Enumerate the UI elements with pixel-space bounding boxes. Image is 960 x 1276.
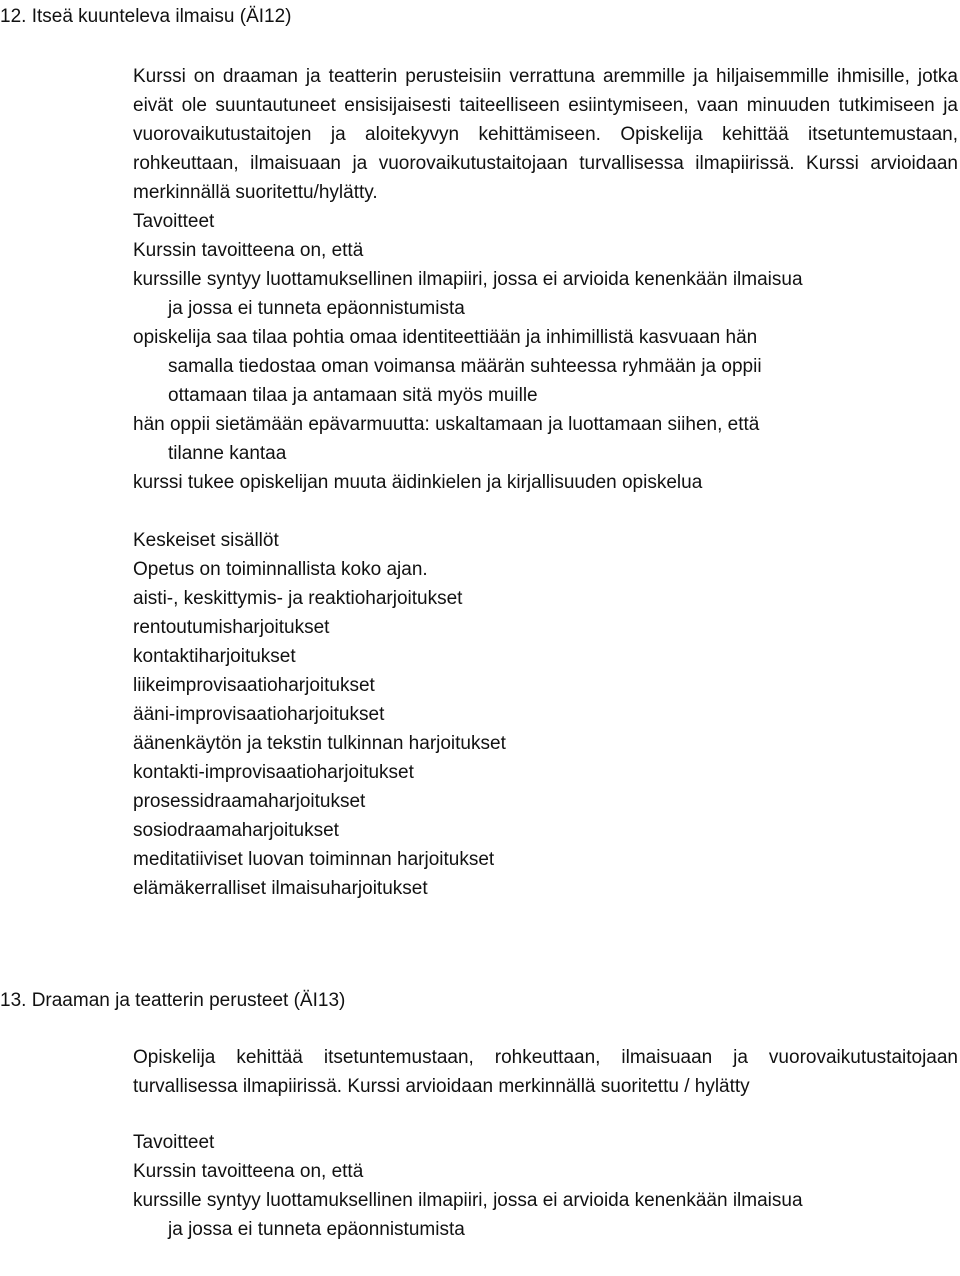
section-13-body — [133, 1043, 958, 1244]
content-item: rentoutumisharjoitukset — [133, 617, 330, 638]
goal-item-line: ja jossa ei tunneta epäonnistumista — [168, 298, 465, 319]
content-item: sosiodraamaharjoitukset — [133, 820, 339, 841]
content-item: liikeimprovisaatioharjoitukset — [133, 675, 375, 696]
section-12-heading: 12. Itseä kuunteleva ilmaisu (ÄI12) — [0, 6, 292, 27]
section-12-goals-list — [133, 265, 958, 497]
content-item: kontaktiharjoitukset — [133, 646, 296, 667]
section-12-content-list — [133, 584, 958, 903]
section-12-goals-lead: Kurssin tavoitteena on, että — [133, 240, 364, 261]
section-13-goals-title: Tavoitteet — [133, 1132, 215, 1153]
section-12-intro: Kurssi on draaman ja teatterin perusteisiin verrattuna aremmille ja hiljaisemmille ihmisille, jotka eivät ole suuntautuneet ensisijaisesti taiteelliseen esiintymiseen, vaan minuuden tutkimiseen ja vuorovaikutustaitojen ja aloitekyvyn kehittämiseen. Opiskelija kehittää itsetuntemustaan, rohkeuttaan, ilmaisuaan ja vuorovaikutustaitojaan turvallisessa ilmapiirissä. Kurssi arvioidaan merkinnällä suoritettu/hylätty. — [133, 66, 958, 203]
goal-item-line: ottamaan tilaa ja antamaan sitä myös muille — [168, 385, 538, 406]
content-item: äänenkäytön ja tekstin tulkinnan harjoitukset — [133, 733, 506, 754]
goal-item — [133, 1186, 958, 1244]
goal-item-line: kurssille syntyy luottamuksellinen ilmapiiri, jossa ei arvioida kenenkään ilmaisua — [133, 1190, 803, 1211]
goal-item-line: hän oppii sietämään epävarmuutta: uskaltamaan ja luottamaan siihen, että — [133, 414, 760, 435]
goal-item-line: opiskelija saa tilaa pohtia omaa identiteettiään ja inhimillistä kasvuaan hän — [133, 327, 758, 348]
content-item: aisti-, keskittymis- ja reaktioharjoitukset — [133, 588, 463, 609]
goal-item — [133, 410, 958, 468]
goal-item-line: samalla tiedostaa oman voimansa määrän suhteessa ryhmään ja oppii — [168, 356, 762, 377]
goal-item-line: kurssille syntyy luottamuksellinen ilmapiiri, jossa ei arvioida kenenkään ilmaisua — [133, 269, 803, 290]
goal-item — [133, 468, 958, 497]
section-12-content-lead: Opetus on toiminnallista koko ajan. — [133, 559, 428, 580]
content-item: elämäkerralliset ilmaisuharjoitukset — [133, 878, 428, 899]
content-item: meditatiiviset luovan toiminnan harjoitukset — [133, 849, 495, 870]
goal-item-line: tilanne kantaa — [168, 443, 287, 464]
section-13-goals-lead: Kurssin tavoitteena on, että — [133, 1161, 364, 1182]
spacer — [133, 497, 958, 526]
section-12-goals-title: Tavoitteet — [133, 211, 215, 232]
content-item: ääni-improvisaatioharjoitukset — [133, 704, 385, 725]
section-12-body — [133, 62, 958, 903]
goal-item-line: kurssi tukee opiskelijan muuta äidinkielen ja kirjallisuuden opiskelua — [133, 472, 703, 493]
section-13-heading: 13. Draaman ja teatterin perusteet (ÄI13) — [0, 990, 346, 1011]
section-13-intro: Opiskelija kehittää itsetuntemustaan, rohkeuttaan, ilmaisuaan ja vuorovaikutustaitojaan turvallisessa ilmapiirissä. Kurssi arvioidaan merkinnällä suoritettu / hylätty — [133, 1047, 958, 1097]
content-item: kontakti-improvisaatioharjoitukset — [133, 762, 414, 783]
goal-item-line: ja jossa ei tunneta epäonnistumista — [168, 1219, 465, 1240]
content-item: prosessidraamaharjoitukset — [133, 791, 366, 812]
goal-item — [133, 323, 958, 410]
section-13-goals-list — [133, 1186, 958, 1244]
section-12-content-title: Keskeiset sisällöt — [133, 530, 279, 551]
spacer — [133, 1101, 958, 1128]
goal-item — [133, 265, 958, 323]
